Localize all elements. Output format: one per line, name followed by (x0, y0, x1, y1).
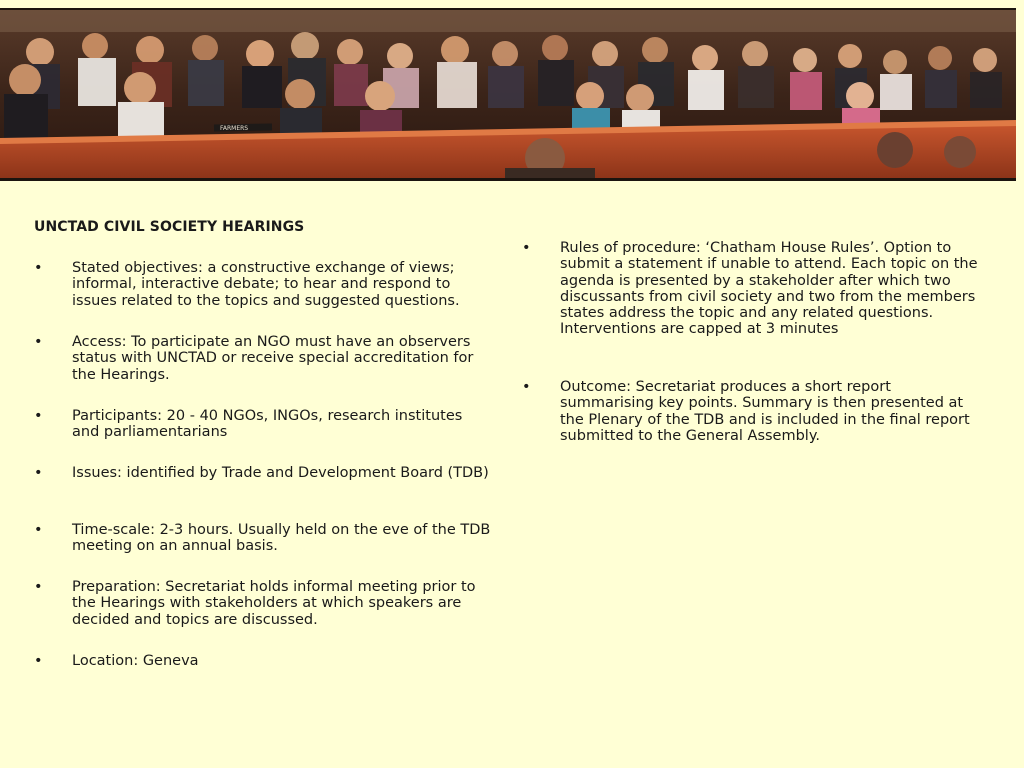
bullet-dot: • (522, 240, 531, 256)
bullet-dot: • (34, 653, 43, 669)
bullet-text: Rules of procedure: ‘Chatham House Rules’. Option to submit a statement if unable to attend. Each topic on the agenda is presented by a stakeholder after which two discussants from civil society and two from the members states address the topic and any related questions. Interventions are capped at 3 minutes (560, 240, 978, 338)
bullet-text: Stated objectives: a constructive exchange of views; informal, interactive debate; to hear and respond to issues related to the topics and suggested questions. (72, 260, 460, 309)
header-banner-image (0, 8, 1016, 181)
bullet-text: Access: To participate an NGO must have an observers status with UNCTAD or receive special accreditation for the Hearings. (72, 334, 474, 383)
bullet-dot: • (34, 260, 43, 276)
bullet-dot: • (522, 379, 531, 395)
conference-photo (0, 10, 1016, 178)
bullet-dot: • (34, 522, 43, 538)
bullet-dot: • (34, 334, 43, 350)
bullet-dot: • (34, 465, 43, 481)
nameplate-sign: FARMERS (220, 125, 249, 132)
bullet-text: Preparation: Secretariat holds informal meeting prior to the Hearings with stakeholders at which speakers are decided and topics are discussed. (72, 579, 476, 628)
bullet-dot: • (34, 408, 43, 424)
bullet-text: Time-scale: 2-3 hours. Usually held on the eve of the TDB meeting on an annual basis. (72, 522, 491, 555)
bullet-text: Location: Geneva (72, 653, 199, 669)
page-heading: UNCTAD CIVIL SOCIETY HEARINGS (34, 219, 305, 235)
bullet-text: Issues: identified by Trade and Development Board (TDB) (72, 465, 489, 481)
bullet-text: Participants: 20 - 40 NGOs, INGOs, research institutes and parliamentarians (72, 408, 463, 441)
bullet-text: Outcome: Secretariat produces a short report summarising key points. Summary is then presented at the Plenary of the TDB and is included in the final report submitted to the General Assembly. (560, 379, 970, 444)
bullet-dot: • (34, 579, 43, 595)
